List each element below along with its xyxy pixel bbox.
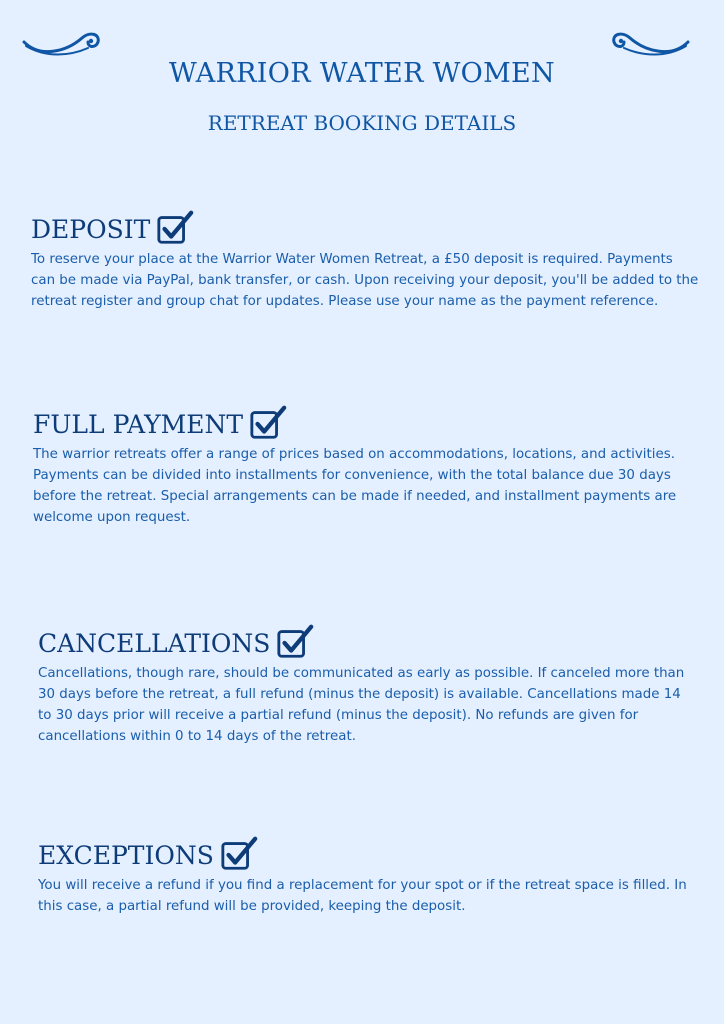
- section-title: EXCEPTIONS: [38, 841, 214, 870]
- checkbox-checked-icon: [156, 209, 194, 247]
- section-text: Cancellations, though rare, should be communicated as early as possible. If canceled more than 30 days before the retreat, a full refund (minus the deposit) is available. Cancellations made 14 to 30 days prior will receive a partial refund (minus the deposit). No refunds are given for cancellations within 0 to 14 days of the retreat.: [38, 666, 685, 744]
- section-heading: [38, 619, 694, 659]
- section-title: DEPOSIT: [31, 215, 151, 244]
- section-cancellations: [38, 619, 694, 747]
- section-exceptions: [38, 831, 694, 917]
- section-title: FULL PAYMENT: [33, 410, 244, 439]
- section-full-payment: [33, 400, 697, 528]
- section-text: To reserve your place at the Warrior Water Women Retreat, a £50 deposit is required. Payments can be made via PayPal, bank transfer, or cash. Upon receiving your deposit, you'll be added to the retreat register and group chat for updates. Please use your name as the payment reference.: [31, 252, 699, 309]
- section-text: The warrior retreats offer a range of prices based on accommodations, locations, and activities. Payments can be divided into installments for convenience, with the total balance due 30 days before the retreat. Special arrangements can be made if needed, and installment payments are welcome upon request.: [33, 447, 677, 525]
- checkbox-checked-icon: [276, 623, 314, 661]
- section-deposit: [31, 205, 699, 312]
- page-title: WARRIOR WATER WOMEN: [169, 58, 555, 89]
- section-heading: [38, 831, 694, 871]
- section-heading: [33, 400, 697, 440]
- checkbox-checked-icon: [249, 404, 287, 442]
- section-text: You will receive a refund if you find a replacement for your spot or if the retreat space is filled. In this case, a partial refund will be provided, keeping the deposit.: [38, 878, 687, 914]
- page-subtitle: RETREAT BOOKING DETAILS: [207, 111, 517, 135]
- checkbox-checked-icon: [220, 835, 258, 873]
- section-heading: [31, 205, 699, 245]
- section-title: CANCELLATIONS: [38, 629, 271, 658]
